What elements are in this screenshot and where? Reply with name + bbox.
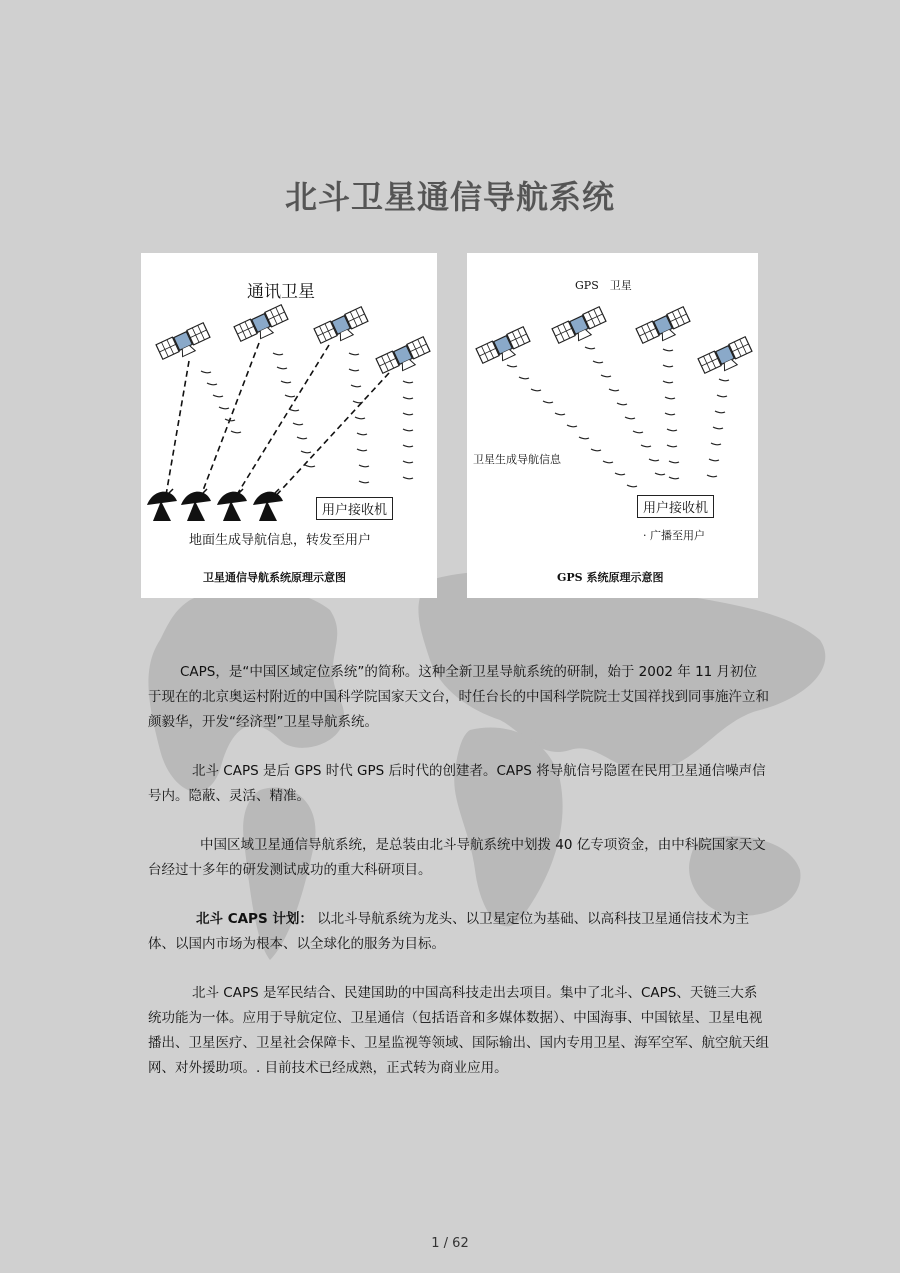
article-body: [148, 660, 770, 1105]
broadcast-note: · 广播至用户: [643, 529, 705, 542]
paragraph-caps-plan: [148, 907, 770, 957]
page-number: 1 / 62: [431, 1236, 469, 1251]
page-title: 北斗卫星通信导航系统: [284, 178, 615, 216]
paragraph-caps-applications: 北斗 CAPS 是军民结合、民建国助的中国高科技走出去项目。集中了北斗、CAPS、天链三大系统功能为一体。应用于导航定位、卫星通信（包括语音和多媒体数据）、中国海事、中国铱星、卫星电视播出、卫星医疗、卫星社会保障卡、卫星监视等领域、国际输出、国内专用卫星、海军空军、航空航天组网、对外援助项。. 目前技术已经成熟，正式转为商业应用。: [148, 985, 769, 1076]
plan-text: 以北斗导航系统为龙头、以卫星定位为基础、以高科技卫星通信技术为主体、以国内市场为根本、以全球化的服务为目标。: [148, 911, 750, 952]
satellite-icon: [156, 305, 432, 379]
ground-note: 地面生成导航信息，转发至用户: [189, 533, 372, 548]
satellite-icon: [476, 307, 754, 379]
figure-caption: GPS 系统原理示意图: [557, 571, 664, 584]
figure-gps-principle: [467, 253, 758, 598]
paragraph-caps-intro: CAPS，是“中国区域定位系统”的简称。这种全新卫星导航系统的研制，始于 2002 年 11 月初位于现在的北京奥运村附近的中国科学院国家天文台，时任台长的中国科学院院士艾国祥找到同事施汻立和颜毅华，开发“经济型”卫星导航系统。: [148, 664, 769, 730]
side-note: 卫星生成导航信息: [473, 453, 561, 466]
satellite-dish-icon: [147, 489, 283, 521]
figure-gps-principle-drawing: [467, 253, 758, 598]
plan-label: 北斗 CAPS 计划：: [196, 911, 313, 927]
figure-caption: 卫星通信导航系统原理示意图: [203, 571, 346, 584]
user-receiver-label: 用户接收机: [316, 497, 393, 520]
paragraph-regional-system: 中国区域卫星通信导航系统，是总装由北斗导航系统中划拨 40 亿专项资金，由中科院国家天文台经过十多年的研发测试成功的重大科研项目。: [148, 837, 766, 878]
paragraph-caps-creator: 北斗 CAPS 是后 GPS 时代 GPS 后时代的创建者。CAPS 将导航信号隐匿在民用卫星通信噪声信号内。隐蔽、灵活、精准。: [148, 763, 766, 804]
figure-satellite-communication-navigation: [141, 253, 437, 598]
figure-title: GPS 卫星: [575, 279, 632, 292]
figure-title: 通讯卫星: [247, 282, 315, 302]
user-receiver-label: 用户接收机: [637, 495, 714, 518]
